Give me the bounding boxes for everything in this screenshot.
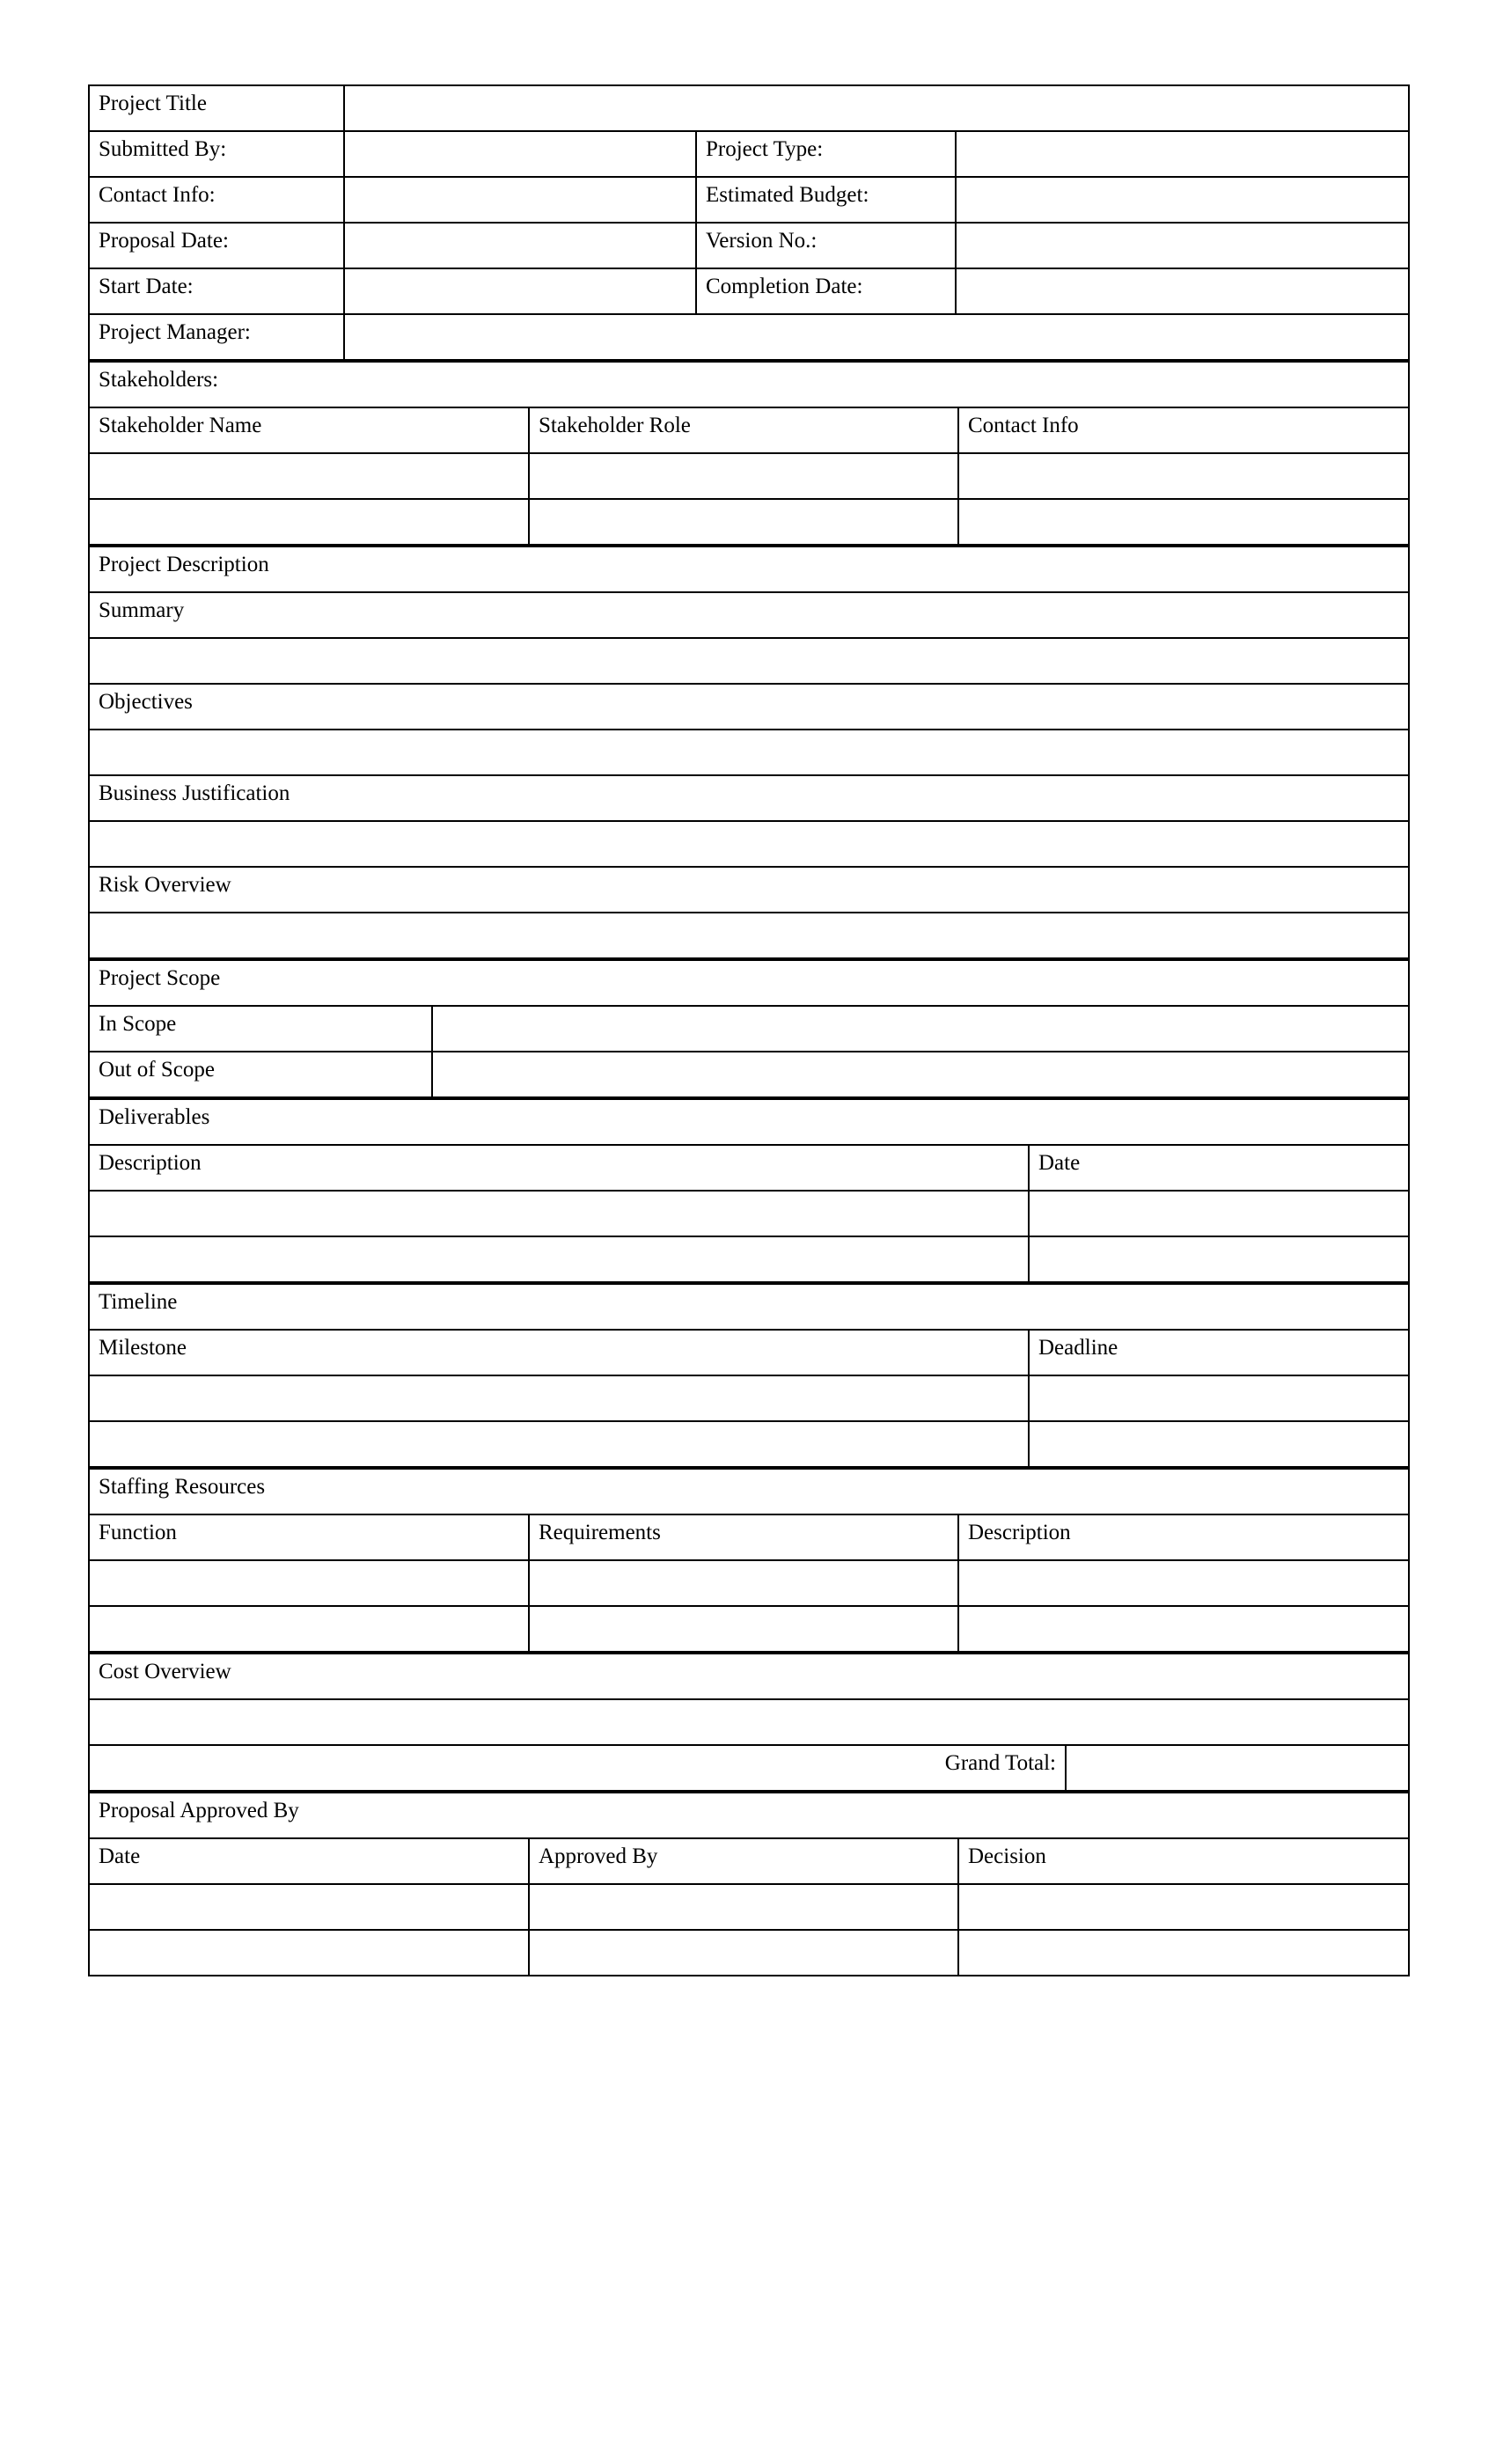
staffing-resources-table: [88, 1468, 1410, 1653]
cell-approved-by[interactable]: [529, 1930, 958, 1976]
table-row: [89, 1236, 1409, 1282]
form-table: [88, 84, 1410, 361]
input-version-no[interactable]: [956, 223, 1409, 268]
row-objectives-label: [89, 684, 1409, 730]
column-header-deliverable-description: Description: [89, 1145, 1029, 1191]
row-submitted-by: [89, 131, 1409, 177]
row-proposal-approved-banner: [89, 1793, 1409, 1838]
row-timeline-banner: [89, 1284, 1409, 1330]
row-timeline-header: [89, 1330, 1409, 1375]
cell-deadline[interactable]: [1029, 1421, 1409, 1467]
row-business-justification-value: [89, 821, 1409, 867]
row-risk-overview-label: [89, 867, 1409, 913]
table-row: [89, 1421, 1409, 1467]
row-stakeholders-banner: [89, 362, 1409, 407]
field-input-business-justification[interactable]: [89, 821, 1409, 867]
deliverables-table: [88, 1098, 1410, 1283]
row-project-title: [89, 85, 1409, 131]
row-cost-overview-detail: [89, 1699, 1409, 1745]
cell-stakeholder-contact-info[interactable]: [958, 453, 1409, 499]
column-header-stakeholder-name: Stakeholder Name: [89, 407, 529, 453]
column-header-staffing-description: Description: [958, 1514, 1409, 1560]
cell-deliverable-description[interactable]: [89, 1191, 1029, 1236]
label-project-type: Project Type:: [696, 131, 956, 177]
cell-decision[interactable]: [958, 1884, 1409, 1930]
cell-stakeholder-name[interactable]: [89, 453, 529, 499]
column-header-function: Function: [89, 1514, 529, 1560]
row-deliverables-header: [89, 1145, 1409, 1191]
proposal-approved-by-table: [88, 1792, 1410, 1976]
row-contact-info: [89, 177, 1409, 223]
input-grand-total[interactable]: [1066, 1745, 1409, 1791]
column-header-requirements: Requirements: [529, 1514, 958, 1560]
label-grand-total: Grand Total:: [89, 1745, 1066, 1791]
label-proposal-date: Proposal Date:: [89, 223, 344, 268]
cell-deliverable-description[interactable]: [89, 1236, 1029, 1282]
project-proposal-form: [88, 84, 1408, 1976]
section-title-staffing-resources: Staffing Resources: [89, 1469, 1409, 1514]
input-project-type[interactable]: [956, 131, 1409, 177]
input-project-title[interactable]: [344, 85, 1409, 131]
row-summary-label: [89, 592, 1409, 638]
field-label-out-of-scope: Out of Scope: [89, 1052, 432, 1097]
cell-stakeholder-contact-info[interactable]: [958, 499, 1409, 545]
row-approval-header: [89, 1838, 1409, 1884]
field-input-risk-overview[interactable]: [89, 913, 1409, 958]
stakeholders-table: [88, 361, 1410, 546]
row-proposal-date: [89, 223, 1409, 268]
cell-milestone[interactable]: [89, 1375, 1029, 1421]
column-header-stakeholder-role: Stakeholder Role: [529, 407, 958, 453]
table-row: [89, 1606, 1409, 1652]
section-title-proposal-approved-by: Proposal Approved By: [89, 1793, 1409, 1838]
field-input-objectives[interactable]: [89, 730, 1409, 775]
column-header-stakeholder-contact-info: Contact Info: [958, 407, 1409, 453]
cell-function[interactable]: [89, 1560, 529, 1606]
timeline-table: [88, 1283, 1410, 1468]
cell-staffing-description[interactable]: [958, 1560, 1409, 1606]
row-summary-value: [89, 638, 1409, 684]
input-estimated-budget[interactable]: [956, 177, 1409, 223]
table-row: [89, 499, 1409, 545]
input-submitted-by[interactable]: [344, 131, 696, 177]
table-row: [89, 1884, 1409, 1930]
section-title-project-description: Project Description: [89, 546, 1409, 592]
row-in-scope: [89, 1006, 1409, 1052]
cell-function[interactable]: [89, 1606, 529, 1652]
column-header-decision: Decision: [958, 1838, 1409, 1884]
row-cost-overview-banner: [89, 1654, 1409, 1699]
field-label-summary: Summary: [89, 592, 1409, 638]
cell-stakeholder-role[interactable]: [529, 499, 958, 545]
label-completion-date: Completion Date:: [696, 268, 956, 314]
column-header-deadline: Deadline: [1029, 1330, 1409, 1375]
label-contact-info: Contact Info:: [89, 177, 344, 223]
cell-deliverable-date[interactable]: [1029, 1236, 1409, 1282]
section-title-cost-overview: Cost Overview: [89, 1654, 1409, 1699]
cell-deliverable-date[interactable]: [1029, 1191, 1409, 1236]
cost-overview-table: [88, 1653, 1410, 1792]
cell-stakeholder-name[interactable]: [89, 499, 529, 545]
table-row: [89, 1375, 1409, 1421]
row-staffing-header: [89, 1514, 1409, 1560]
row-stakeholders-header: [89, 407, 1409, 453]
field-label-objectives: Objectives: [89, 684, 1409, 730]
section-title-stakeholders: Stakeholders:: [89, 362, 1409, 407]
project-description-table: [88, 546, 1410, 959]
input-start-date[interactable]: [344, 268, 696, 314]
field-input-out-of-scope[interactable]: [432, 1052, 1409, 1097]
row-start-date: [89, 268, 1409, 314]
cell-requirements[interactable]: [529, 1606, 958, 1652]
field-label-risk-overview: Risk Overview: [89, 867, 1409, 913]
label-version-no: Version No.:: [696, 223, 956, 268]
row-project-description-banner: [89, 546, 1409, 592]
label-submitted-by: Submitted By:: [89, 131, 344, 177]
table-row: [89, 1930, 1409, 1976]
cell-decision[interactable]: [958, 1930, 1409, 1976]
row-staffing-resources-banner: [89, 1469, 1409, 1514]
cell-cost-overview-detail[interactable]: [89, 1699, 1409, 1745]
table-row: [89, 453, 1409, 499]
row-project-manager: [89, 314, 1409, 360]
row-out-of-scope: [89, 1052, 1409, 1097]
cell-milestone[interactable]: [89, 1421, 1029, 1467]
table-row: [89, 1560, 1409, 1606]
input-proposal-date[interactable]: [344, 223, 696, 268]
field-input-in-scope[interactable]: [432, 1006, 1409, 1052]
section-title-project-scope: Project Scope: [89, 960, 1409, 1006]
row-deliverables-banner: [89, 1099, 1409, 1145]
column-header-deliverable-date: Date: [1029, 1145, 1409, 1191]
label-start-date: Start Date:: [89, 268, 344, 314]
field-label-business-justification: Business Justification: [89, 775, 1409, 821]
row-objectives-value: [89, 730, 1409, 775]
section-title-deliverables: Deliverables: [89, 1099, 1409, 1145]
cell-approval-date[interactable]: [89, 1930, 529, 1976]
label-estimated-budget: Estimated Budget:: [696, 177, 956, 223]
row-grand-total: [89, 1745, 1409, 1791]
cell-approved-by[interactable]: [529, 1884, 958, 1930]
row-project-scope-banner: [89, 960, 1409, 1006]
field-label-in-scope: In Scope: [89, 1006, 432, 1052]
section-title-timeline: Timeline: [89, 1284, 1409, 1330]
column-header-milestone: Milestone: [89, 1330, 1029, 1375]
column-header-approved-by: Approved By: [529, 1838, 958, 1884]
input-completion-date[interactable]: [956, 268, 1409, 314]
label-project-title: Project Title: [89, 85, 344, 131]
cell-stakeholder-role[interactable]: [529, 453, 958, 499]
field-input-summary[interactable]: [89, 638, 1409, 684]
cell-staffing-description[interactable]: [958, 1606, 1409, 1652]
input-contact-info[interactable]: [344, 177, 696, 223]
label-project-manager: Project Manager:: [89, 314, 344, 360]
input-project-manager[interactable]: [344, 314, 1409, 360]
column-header-approval-date: Date: [89, 1838, 529, 1884]
row-risk-overview-value: [89, 913, 1409, 958]
table-row: [89, 1191, 1409, 1236]
cell-requirements[interactable]: [529, 1560, 958, 1606]
cell-deadline[interactable]: [1029, 1375, 1409, 1421]
cell-approval-date[interactable]: [89, 1884, 529, 1930]
row-business-justification-label: [89, 775, 1409, 821]
project-scope-table: [88, 959, 1410, 1098]
